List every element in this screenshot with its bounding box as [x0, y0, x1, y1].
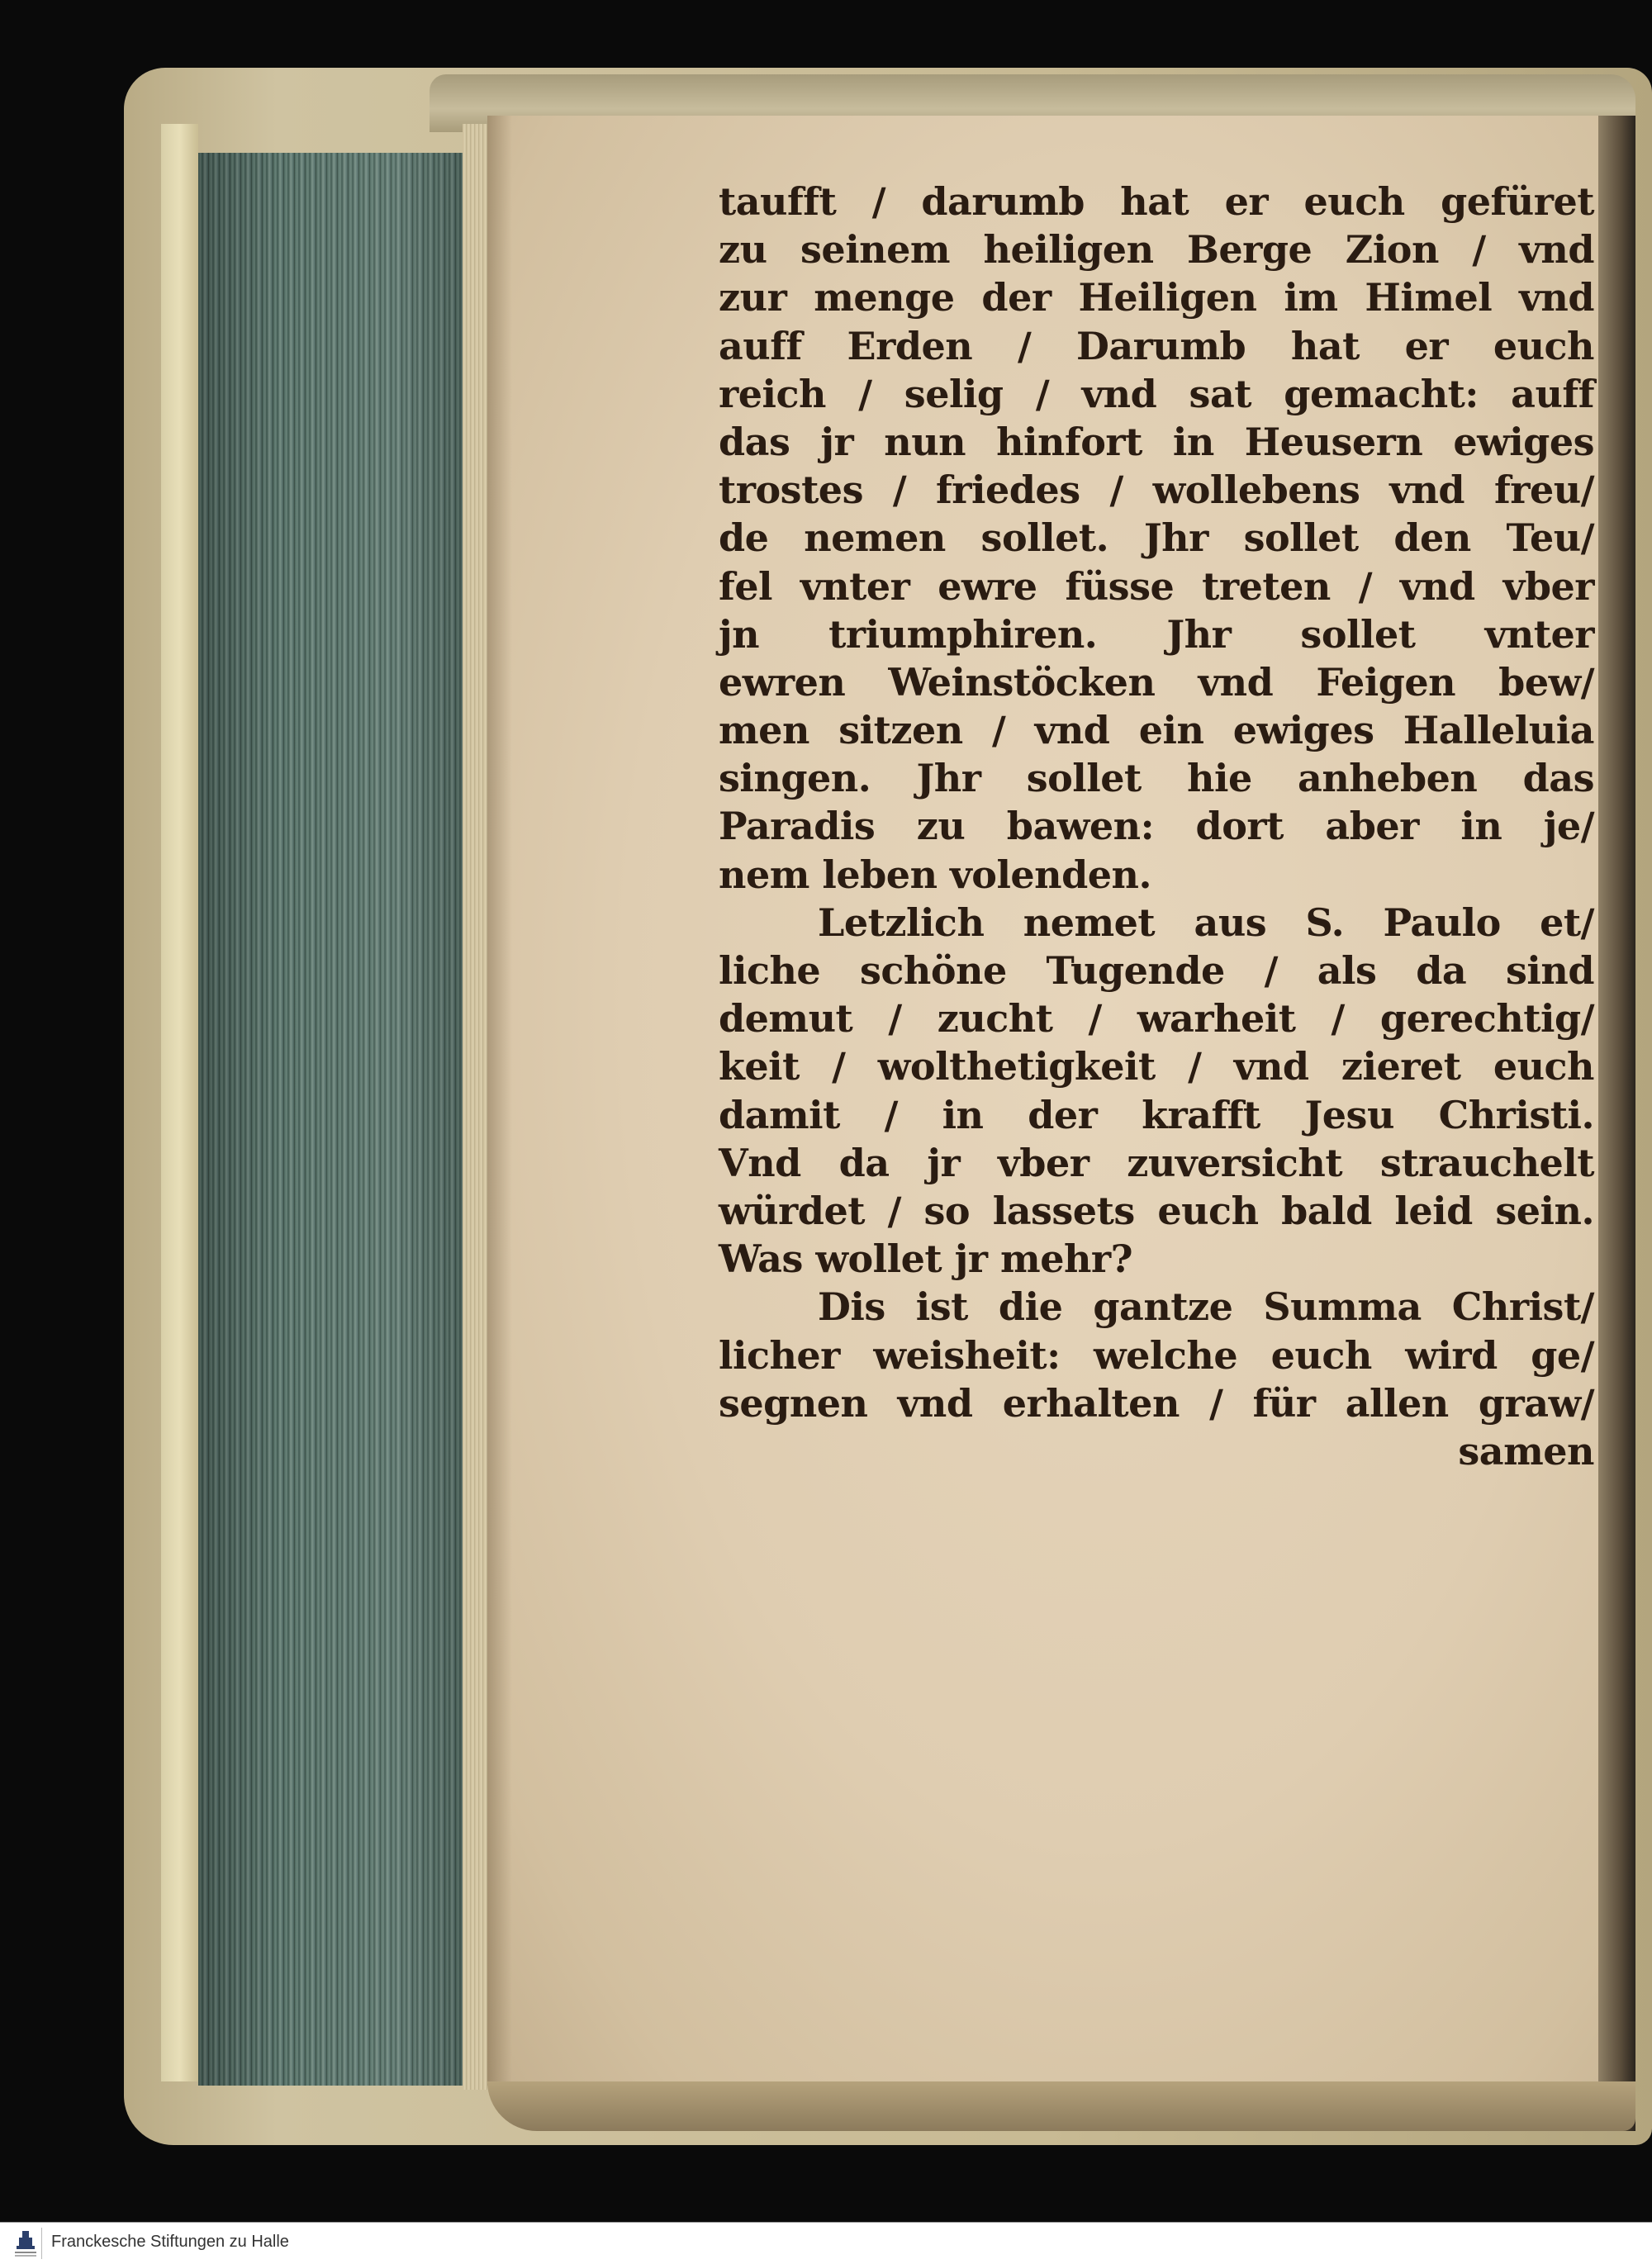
- text-line: Paradis zu bawen: dort aber in je/: [719, 804, 1594, 849]
- text-line: auff Erden / Darumb hat er euch: [719, 323, 1594, 368]
- text-line: trostes / friedes / wollebens vnd freu/: [719, 468, 1594, 513]
- text-line: men sitzen / vnd ein ewiges Halleluia: [719, 708, 1594, 753]
- catchword: samen: [1458, 1428, 1594, 1474]
- text-line: zu seinem heiligen Berge Zion / vnd: [719, 227, 1594, 273]
- archive-footer: [0, 2222, 1652, 2264]
- text-line: licher weisheit: welche euch wird ge/: [719, 1332, 1594, 1378]
- text-line: fel vnter ewre füsse treten / vnd vber: [719, 563, 1594, 609]
- footer-institution-name: Franckesche Stiftungen zu Halle: [51, 2233, 289, 2251]
- text-line: segnen vnd erhalten / für allen graw/: [719, 1380, 1594, 1426]
- page-text-block: [719, 178, 1594, 1475]
- gutter-shadow: [487, 116, 512, 2086]
- text-line: taufft / darumb hat er euch gefüret: [719, 179, 1594, 224]
- text-line: zur menge der Heiligen im Himel vnd: [719, 275, 1594, 320]
- text-line: singen. Jhr sollet hie anheben das: [719, 756, 1594, 801]
- facing-page-edge: [1598, 116, 1635, 2131]
- text-line: de nemen sollet. Jhr sollet den Teu/: [719, 515, 1594, 561]
- text-line-paragraph-start: Dis ist die gantze Summa Christ/: [818, 1284, 1594, 1330]
- text-line: liche schöne Tugende / als da sind: [719, 948, 1594, 993]
- page-block-shading: [198, 153, 479, 2086]
- page-bottom-curl: [487, 2081, 1635, 2131]
- text-line: demut / zucht / warheit / gerechtig/: [719, 996, 1594, 1042]
- text-line: Was wollet jr mehr?: [719, 1236, 1133, 1282]
- text-line-paragraph-start: Letzlich nemet aus S. Paulo et/: [818, 899, 1594, 945]
- text-line: damit / in der krafft Jesu Christi.: [719, 1092, 1594, 1137]
- text-line: das jr nun hinfort in Heusern ewiges: [719, 419, 1594, 464]
- text-line: reich / selig / vnd sat gemacht: auff: [719, 371, 1594, 416]
- text-line: nem leben volenden.: [719, 852, 1152, 897]
- text-line: Vnd da jr vber zuversicht strauchelt: [719, 1140, 1594, 1185]
- franckesche-stiftungen-logo-icon: [12, 2228, 42, 2259]
- text-line: jn triumphiren. Jhr sollet vnter: [719, 611, 1594, 657]
- text-line: ewren Weinstöcken vnd Feigen bew/: [719, 659, 1594, 705]
- text-line: würdet / so lassets euch bald leid sein.: [719, 1188, 1594, 1233]
- text-line: keit / wolthetigkeit / vnd zieret euch: [719, 1044, 1594, 1089]
- inner-board-edge: [161, 124, 198, 2081]
